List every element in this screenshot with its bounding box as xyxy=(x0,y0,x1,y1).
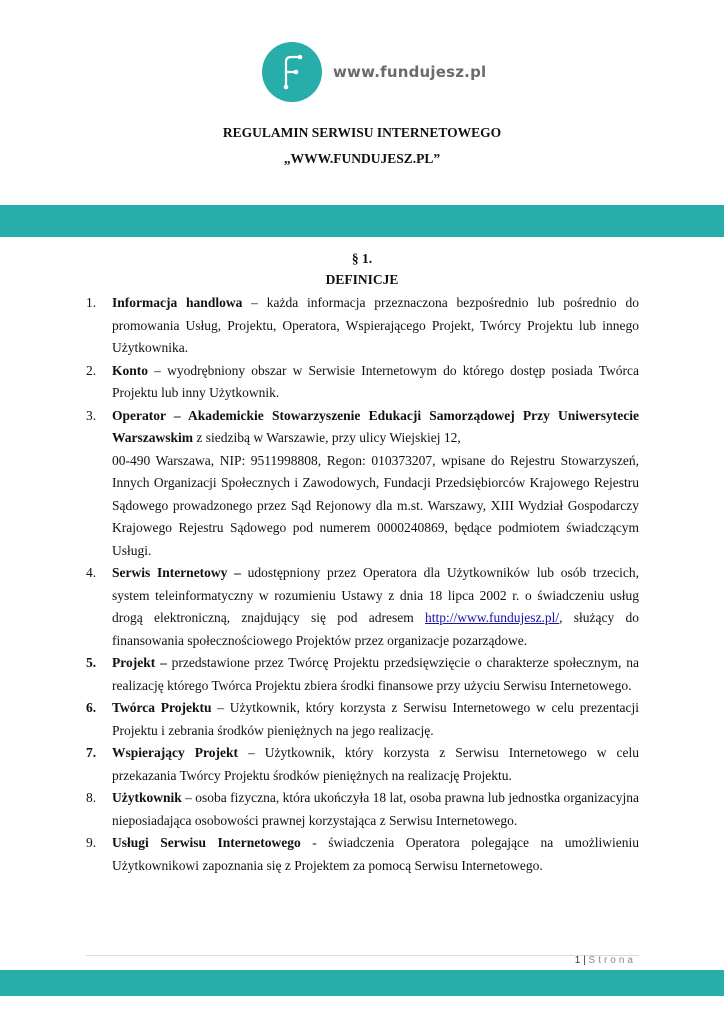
definitions-list xyxy=(86,292,639,877)
definition-text: przedstawione przez Twórcę Projektu przedsięwzięcie o charakterze społecznym, na realizację którego Twórca Projektu zbiera środki finansowe przy użyciu Serwisu Internetowego. xyxy=(112,655,639,693)
logo-url-text: www.fundujesz.pl xyxy=(333,63,487,81)
site-logo xyxy=(262,42,486,102)
header-band xyxy=(0,205,724,237)
document-subtitle: „WWW.FUNDUJESZ.PL” xyxy=(283,151,441,166)
page-separator: | xyxy=(583,955,586,966)
definition-item xyxy=(86,405,639,563)
definition-term: Usługi Serwisu Internetowego xyxy=(112,835,301,850)
definition-term: Operator – Akademickie Stowarzyszenie Edukacji Samorządowej Przy Uniwersytecie Warszawskim xyxy=(112,407,639,445)
definition-text: – każda informacja przeznaczona bezpośrednio lub pośrednio do promowania Usług, Projektu, Operatora, Wspierającego Projekt, Twórcy Projektu lub innego Użytkownika. xyxy=(112,295,639,355)
item-number: 1. xyxy=(86,295,97,310)
definition-text: – Użytkownik, który korzysta z Serwisu Internetowego w celu prezentacji Projektu i zebrania środków pieniężnych na jego realizację. xyxy=(112,700,639,738)
fundujesz-logo-icon xyxy=(262,42,322,102)
definition-item xyxy=(86,360,639,405)
item-number: 6. xyxy=(86,700,97,715)
definition-item xyxy=(86,562,639,652)
section-heading: DEFINICJE xyxy=(325,272,399,287)
footer-band xyxy=(0,970,724,996)
document-title: REGULAMIN SERWISU INTERNETOWEGO xyxy=(222,125,502,140)
website-link[interactable]: http://www.fundujesz.pl/ xyxy=(425,610,560,625)
page-number: 1 xyxy=(574,955,581,966)
item-number: 4. xyxy=(86,565,97,580)
definition-text: z siedzibą w Warszawie, przy ulicy Wiejskiej 12, xyxy=(193,430,461,445)
definition-term: Serwis Internetowy – xyxy=(112,565,241,580)
definition-term: Informacja handlowa xyxy=(112,295,243,310)
definition-text: - świadczenia Operatora polegające na umożliwieniu Użytkownikowi zapoznania się z Projektem za pomocą Serwisu Internetowego. xyxy=(112,835,639,873)
page-label: Strona xyxy=(588,955,636,966)
definition-item xyxy=(86,787,639,832)
definition-text-continued: 00-490 Warszawa, NIP: 9511998808, Regon: 010373207, wpisane do Rejestru Stowarzyszeń, Innych Organizacji Społecznych i Zawodowych, Fundacji Przedsiębiorców Krajowego Rejestru Sądowego prowadzonego przez Sąd Rejonowy dla m.st. Warszawy, XIII Wydział Gospodarczy Krajowego Rejestru Sądowego pod numerem 0000240869, będące podmiotem świadczącym Usługi. xyxy=(112,452,639,558)
definition-item xyxy=(86,832,639,877)
footer-divider xyxy=(86,955,639,956)
item-number: 2. xyxy=(86,362,97,378)
definition-text: – Użytkownik, który korzysta z Serwisu Internetowego w celu przekazania Twórcy Projektu środków pieniężnych na realizację Projektu. xyxy=(112,745,639,783)
definition-text-continued: , służący do finansowania społecznościowego Projektów przez organizacje pozarządowe. xyxy=(112,610,639,648)
definition-item xyxy=(86,697,639,742)
definition-term: Twórca Projektu xyxy=(112,700,212,715)
definition-text: udostępniony przez Operatora dla Użytkowników lub osób trzecich, system teleinformatyczny w rozumieniu Ustawy z dnia 18 lipca 2002 r. o świadczeniu usług drogą elektroniczną, znajdujący się pod adresem xyxy=(112,565,640,625)
item-number: 5. xyxy=(86,655,97,670)
definition-text: – osoba fizyczna, która ukończyła 18 lat, osoba prawna lub jednostka organizacyjna nieposiadająca osobowości prawnej korzystająca z Serwisu Internetowego. xyxy=(112,790,639,828)
definition-term: Wspierający Projekt xyxy=(112,745,238,760)
definition-item xyxy=(86,652,639,697)
definition-item xyxy=(86,742,639,787)
item-number: 7. xyxy=(86,745,97,760)
definition-text: – wyodrębniony obszar w Serwisie Internetowym do którego dostęp posiada Twórca Projektu lub inny Użytkownik. xyxy=(112,362,639,400)
section-number: § 1. xyxy=(351,251,373,266)
definition-term: Użytkownik xyxy=(112,790,182,805)
definition-item xyxy=(86,292,639,360)
item-number: 3. xyxy=(86,407,97,423)
page-indicator xyxy=(575,955,636,966)
definition-term: Projekt – xyxy=(112,655,167,670)
definition-term: Konto xyxy=(112,362,149,378)
item-number: 9. xyxy=(86,835,97,850)
item-number: 8. xyxy=(86,790,97,805)
